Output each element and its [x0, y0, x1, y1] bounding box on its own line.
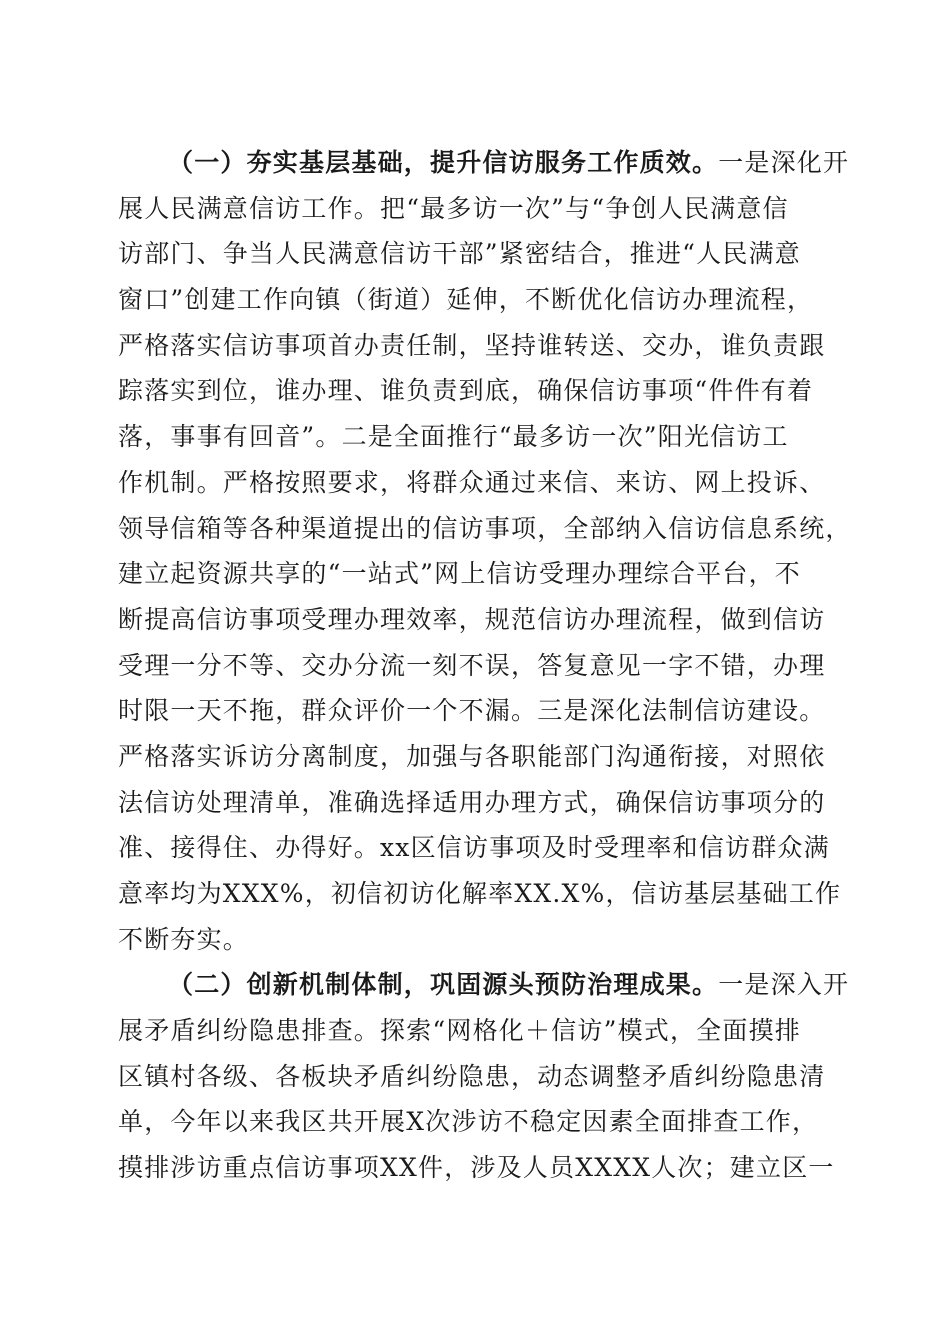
line-text: 一是深入开	[718, 970, 850, 1000]
paragraph-1-line-2: 展人民满意信访工作。把“最多访一次”与“争创人民满意信	[118, 193, 789, 223]
paragraph-1-line-6: 踪落实到位，谁办理、谁负责到底，确保信访事项“件件有着	[118, 376, 814, 406]
paragraph-1-line-11: 断提高信访事项受理办理效率，规范信访办理流程，做到信访	[118, 604, 826, 634]
paragraph-1-line-17: 意率均为XXX%，初信初访化解率XX.X%，信访基层基础工作	[118, 879, 842, 908]
paragraph-1-line-7: 落，事事有回音”。二是全面推行“最多访一次”阳光信访工	[118, 422, 789, 452]
paragraph-2-line-4: 单，今年以来我区共开展X次涉访不稳定因素全面排查工作，	[118, 1107, 819, 1137]
paragraph-1-line-14: 严格落实诉访分离制度，加强与各职能部门沟通衔接，对照依	[118, 741, 826, 771]
paragraph-1-line-4: 窗口”创建工作向镇（街道）延伸，不断优化信访办理流程，	[118, 285, 814, 315]
paragraph-1-line-8: 作机制。严格按照要求，将群众通过来信、来访、网上投诉、	[118, 467, 826, 497]
paragraph-1-line-3: 访部门、争当人民满意信访干部”紧密结合，推进“人民满意	[118, 239, 801, 269]
section-heading-1: （一）夯实基层基础，提升信访服务工作质效。	[168, 148, 719, 177]
section-heading-2: （二）创新机制体制，巩固源头预防治理成果。	[168, 970, 719, 1000]
paragraph-1-line-1	[118, 140, 850, 186]
paragraph-1-line-9: 领导信箱等各种渠道提出的信访事项，全部纳入信访信息系统，	[118, 513, 852, 543]
line-text: 一是深化开	[718, 148, 850, 177]
paragraph-1-line-10: 建立起资源共享的“一站式”网上信访受理办理综合平台，不	[118, 559, 801, 589]
paragraph-2-line-5: 摸排涉访重点信访事项XX件，涉及人员XXXX人次；建立区一	[118, 1153, 835, 1183]
paragraph-1-line-15: 法信访处理清单，准确选择适用办理方式，确保信访事项分的	[118, 787, 826, 817]
paragraph-2-line-3: 区镇村各级、各板块矛盾纠纷隐患，动态调整矛盾纠纷隐患清	[118, 1061, 826, 1091]
paragraph-2-line-2: 展矛盾纠纷隐患排查。探索“网格化＋信访”模式，全面摸排	[118, 1016, 801, 1046]
paragraph-1-line-5: 严格落实信访事项首办责任制，坚持谁转送、交办，谁负责跟	[118, 330, 826, 360]
paragraph-1-line-16: 准、接得住、办得好。xx区信访事项及时受理率和信访群众满	[118, 833, 830, 863]
paragraph-1-line-13: 时限一天不拖，群众评价一个不漏。三是深化法制信访建设。	[118, 696, 826, 726]
paragraph-1-line-12: 受理一分不等、交办分流一刻不误，答复意见一字不错，办理	[118, 650, 826, 680]
document-body	[118, 140, 852, 1191]
paragraph-2-line-1	[118, 962, 850, 1008]
paragraph-1-line-18: 不断夯实。	[118, 924, 250, 954]
